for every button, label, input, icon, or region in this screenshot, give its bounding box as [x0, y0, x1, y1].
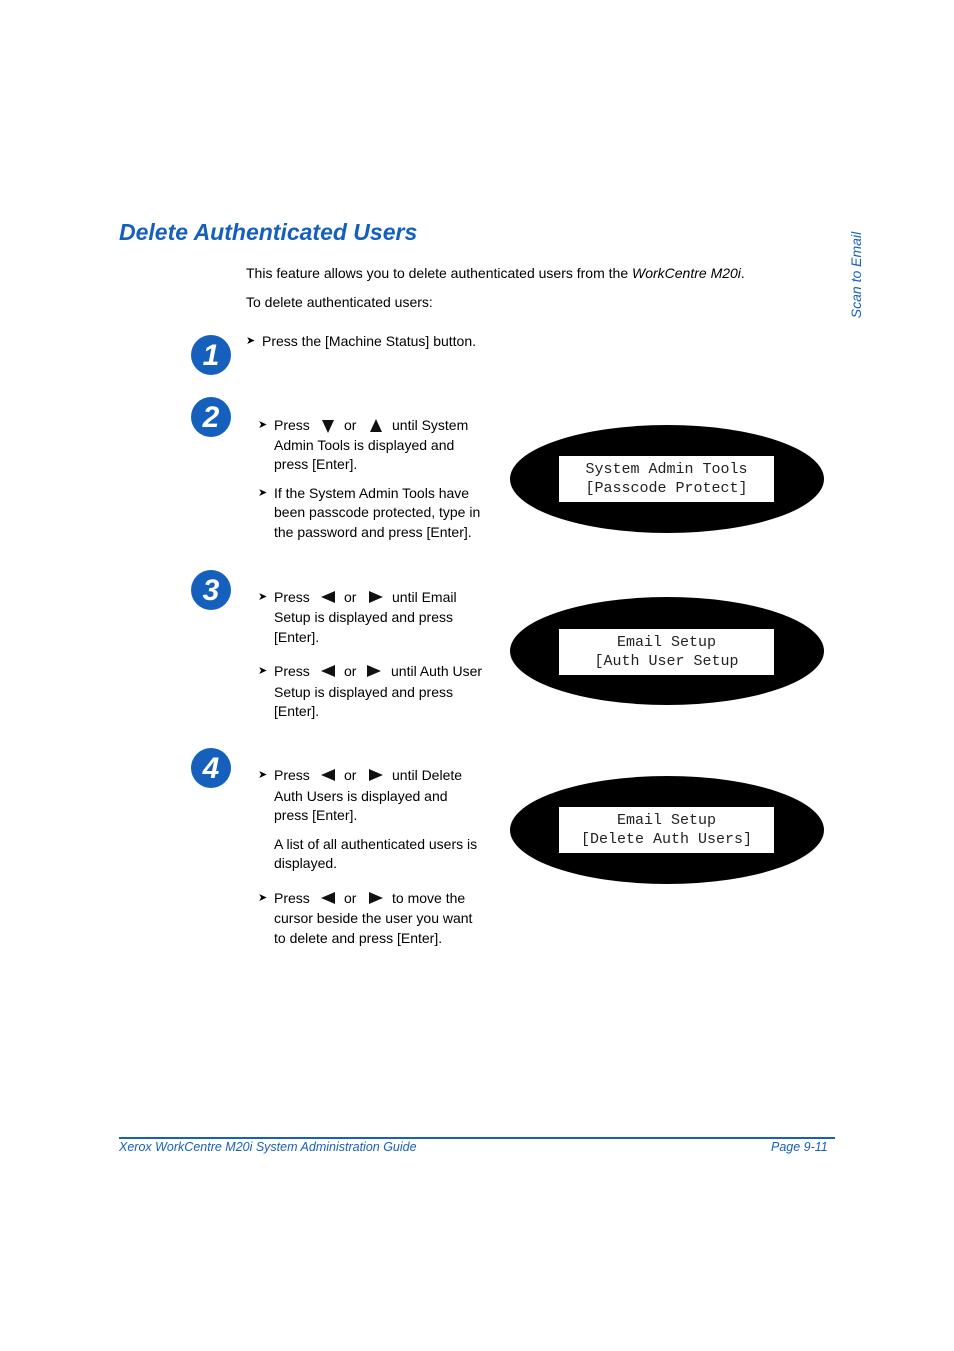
- intro-lead: To delete authenticated users:: [246, 294, 433, 310]
- lcd-line-1: System Admin Tools: [585, 461, 748, 478]
- up-arrow-icon: [368, 418, 384, 434]
- arrowhead-bullet-icon: ➤: [258, 769, 268, 781]
- right-arrow-icon: [368, 589, 384, 605]
- right-arrow-icon: [368, 767, 384, 783]
- lcd-line-1: Email Setup: [616, 812, 717, 829]
- step-4-note: displayed.: [274, 855, 338, 871]
- arrowhead-bullet-icon: ➤: [258, 419, 268, 431]
- step-4-note: A list of all authenticated users is: [274, 836, 478, 852]
- arrowhead-bullet-icon: ➤: [258, 892, 268, 904]
- footer-guide-title: Xerox WorkCentre M20i System Administration Guide: [119, 1140, 417, 1154]
- step-2-line: If the System Admin Tools have: [274, 485, 470, 501]
- lcd-line-2: [Passcode Protect]: [585, 480, 748, 497]
- left-arrow-icon: [320, 589, 336, 605]
- step-4-or-label: or: [344, 890, 357, 906]
- step-4-after-label: until Delete: [392, 767, 463, 783]
- step-4-press-label: Press: [274, 767, 310, 783]
- step-3-line: [Enter].: [274, 703, 320, 719]
- step-4-badge-icon: [190, 747, 232, 789]
- step-3-line: Setup is displayed and press: [274, 684, 453, 700]
- step-1-badge-icon: [190, 334, 232, 376]
- arrowhead-bullet-icon: ➤: [246, 335, 256, 347]
- step-4-press-label: Press: [274, 890, 310, 906]
- step-1-text: Press the [Machine Status] button.: [262, 333, 477, 349]
- step-2-after-label: until System: [392, 417, 469, 433]
- step-2-badge-icon: [190, 396, 232, 438]
- product-name: WorkCentre M20i: [632, 265, 741, 281]
- step-3-or-label: or: [344, 589, 357, 605]
- step-2-line: been passcode protected, type in: [274, 504, 481, 520]
- lcd-line-1: Email Setup: [616, 634, 717, 651]
- step-4-line: to delete and press [Enter].: [274, 930, 443, 946]
- footer-divider: [119, 1137, 835, 1139]
- arrowhead-bullet-icon: ➤: [258, 665, 268, 677]
- step-3-press-label: Press: [274, 663, 310, 679]
- section-side-tab: [842, 225, 870, 325]
- down-arrow-icon: [320, 418, 336, 434]
- arrowhead-bullet-icon: ➤: [258, 591, 268, 603]
- step-3-after-label: until Auth User: [391, 663, 483, 679]
- step-3-or-label: or: [344, 663, 357, 679]
- left-arrow-icon: [320, 663, 336, 679]
- intro-period: .: [740, 265, 745, 281]
- footer-page-number: Page 9-11: [771, 1140, 828, 1154]
- step-4-after-label: to move the: [392, 890, 466, 906]
- step-2-line: the password and press [Enter].: [274, 524, 472, 540]
- step-2-number: 2: [202, 401, 220, 434]
- step-4-line: press [Enter].: [274, 807, 358, 823]
- step-1-number: 1: [202, 339, 220, 372]
- step-4-or-label: or: [344, 767, 357, 783]
- page-title: Delete Authenticated Users: [119, 219, 418, 245]
- step-2-press-label: Press: [274, 417, 310, 433]
- side-tab-label: Scan to Email: [848, 231, 864, 319]
- right-arrow-icon: [368, 890, 384, 906]
- step-4-line: cursor beside the user you want: [274, 910, 473, 926]
- lcd-screen: [559, 456, 774, 502]
- intro-text: This feature allows you to delete authenticated users from the: [246, 265, 632, 281]
- step-2-line: Admin Tools is displayed and: [274, 437, 455, 453]
- lcd-line-2: [Delete Auth Users]: [580, 831, 753, 848]
- left-arrow-icon: [320, 767, 336, 783]
- step-3-number: 3: [202, 574, 220, 607]
- step-3-after-label: until Email: [392, 589, 457, 605]
- step-2-line: press [Enter].: [274, 456, 358, 472]
- step-3-line: Setup is displayed and press: [274, 609, 453, 625]
- lcd-line-2: [Auth User Setup: [594, 653, 739, 670]
- step-4-line: Auth Users is displayed and: [274, 788, 448, 804]
- right-arrow-icon: [366, 663, 382, 679]
- left-arrow-icon: [320, 890, 336, 906]
- step-3-line: [Enter].: [274, 629, 320, 645]
- step-3-press-label: Press: [274, 589, 310, 605]
- step-4-number: 4: [202, 752, 220, 785]
- lcd-screen: [559, 629, 774, 675]
- intro-paragraph: [246, 264, 745, 284]
- arrowhead-bullet-icon: ➤: [258, 487, 268, 499]
- step-2-or-label: or: [344, 417, 357, 433]
- lcd-screen: [559, 807, 774, 853]
- step-3-badge-icon: [190, 569, 232, 611]
